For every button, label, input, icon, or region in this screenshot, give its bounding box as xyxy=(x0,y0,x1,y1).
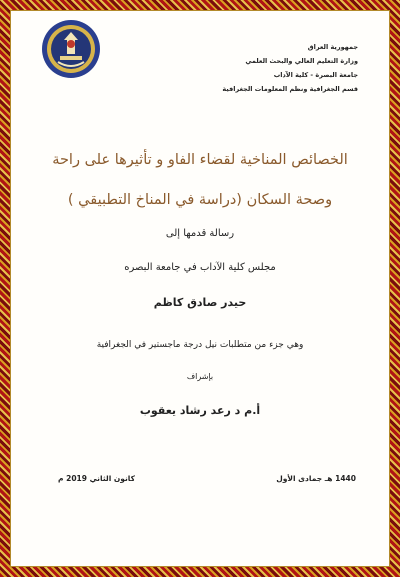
dedication-text: رسالة قدمها إلى xyxy=(165,228,235,239)
author-name: حيدر صادق كاظم xyxy=(153,296,247,309)
university-emblem-icon xyxy=(40,18,102,80)
header-university: جامعة البصرة - كلية الآداب xyxy=(273,71,358,79)
supervisor-name: أ.م د رعد رشاد يعقوب xyxy=(139,404,261,417)
thesis-title xyxy=(40,140,360,220)
supervision-label: بإشراف xyxy=(186,372,214,381)
council-text: مجلس كلية الآداب في جامعة البصره xyxy=(124,262,276,273)
header-ministry: وزارة التعليم العالي والبحث العلمي xyxy=(245,57,358,65)
thesis-title-line-2: وصحة السكان (دراسة في المناخ التطبيقي ) xyxy=(67,192,333,208)
header-department: قسم الجغرافية ونظم المعلومات الجغرافية xyxy=(222,85,358,93)
thesis-title-line-1: الخصائص المناخية لقضاء الفاو و تأثيرها على راحة xyxy=(52,152,348,168)
header-country: جمهورية العراق xyxy=(307,43,358,51)
institution-header xyxy=(188,40,358,96)
date-gregorian: كانون الثاني 2019 م xyxy=(58,474,135,483)
date-hijri: 1440 هـ جمادى الأول xyxy=(276,474,356,483)
degree-requirement: وهي جزء من متطلبات نيل درجة ماجستير في الجغرافية xyxy=(96,340,304,350)
